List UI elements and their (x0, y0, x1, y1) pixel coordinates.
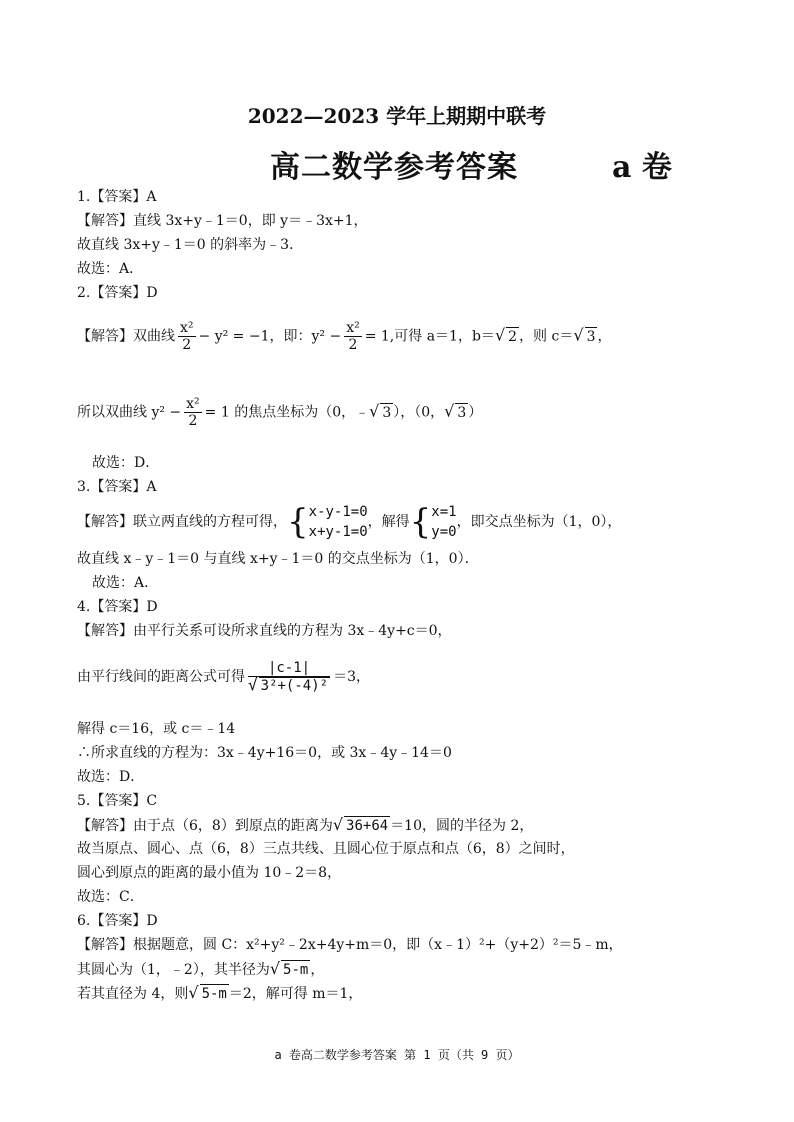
q2-focus-mid2: ），（0， (393, 404, 445, 421)
q2-sol-prefix: 【解答】双曲线 (77, 328, 175, 345)
q2-focus-rad-2: 3 (457, 404, 467, 421)
q4-choose: 故选：D． (77, 769, 145, 785)
q4-frac-num: |c-1| (248, 660, 330, 677)
q2-focus-frac-num: x² (186, 396, 200, 412)
q2-focus-fraction (184, 396, 202, 429)
q6-sol-c-tail: ＝2，解可得 m＝1， (228, 986, 363, 1002)
q2-mid-3: ，则 c＝ (519, 328, 574, 345)
q5-solution-a (77, 816, 533, 835)
q3-sol-prefix: 【解答】联立两直线的方程可得， (77, 514, 287, 530)
q3-eq2: x+y-1=0 (308, 524, 368, 540)
q2-choose: 故选：D． (92, 455, 160, 471)
sqrt-icon: √ (369, 401, 380, 421)
title-line1: 2022—2023 学年上期期中联考 (247, 104, 547, 128)
q1-solution-a: 【解答】直线 3x+y﹣1＝0，即 y＝﹣3x+1， (77, 213, 368, 229)
q2-rad-2: 2 (508, 328, 518, 345)
q2-solution (77, 320, 611, 353)
q6-sol-b-tail: ， (310, 962, 325, 978)
sqrt-icon: √ (573, 325, 584, 345)
q3-choose: 故选：A． (92, 575, 159, 591)
q4-solution-d: ∴所求直线的方程为：3x﹣4y+16＝0，或 3x﹣4y﹣14＝0 (77, 745, 452, 761)
q4-solution-c: 解得 c＝16，或 c＝﹣14 (77, 721, 236, 737)
q1-choose: 故选：A． (77, 261, 144, 277)
q5-solution-b: 故当原点、圆心、点（6，8）三点共线、且圆心位于原点和点（6，8）之间时， (77, 841, 575, 857)
q2-answer: 2.【答案】D (77, 285, 158, 301)
q3-solution-b: 故直线 x﹣y﹣1＝0 与直线 x+y﹣1＝0 的交点坐标为（1，0）． (77, 551, 479, 567)
q2-rad-3: 3 (586, 328, 596, 345)
q5-answer: 5.【答案】C (77, 793, 158, 809)
q5-solution-c: 圆心到原点的距离的最小值为 10﹣2＝8， (77, 865, 342, 881)
q1-answer: 1.【答案】A (77, 189, 157, 205)
sqrt-icon: √ (332, 815, 344, 834)
q4-frac-den (248, 677, 330, 694)
q3-res1: x=1 (431, 504, 457, 520)
q3-solution (77, 502, 621, 542)
q5-sol-tail: ＝10，圆的半径为 2， (390, 818, 534, 834)
q2-mid-1: − y² = −1，即：y² − (198, 328, 342, 345)
q3-system (309, 502, 368, 542)
q2-fraction (178, 320, 196, 353)
q2-focus-prefix: 所以双曲线 y² − (77, 404, 182, 421)
sqrt-icon: √ (248, 675, 258, 694)
left-brace-icon: { (409, 502, 432, 542)
q6-rad-2: 5-m (201, 986, 227, 1002)
q4-distance (77, 660, 370, 694)
q3-mid: ，解得 (367, 514, 410, 530)
q6-rad: 5-m (283, 962, 309, 978)
sqrt-icon: √ (444, 401, 455, 421)
title-line2: 高二数学参考答案 (270, 150, 518, 185)
sqrt-icon: √ (494, 325, 506, 345)
q2-focus (77, 396, 482, 429)
q3-tail: ，即交点坐标为（1，0）， (456, 514, 622, 530)
q4-solution-a: 【解答】由平行关系可设所求直线的方程为 3x﹣4y+c＝0， (77, 623, 452, 639)
q5-choose: 故选：C． (77, 889, 144, 905)
q2-focus-tail: ） (468, 404, 483, 421)
q2-fraction-2 (344, 320, 362, 353)
q2-mid-2: = 1,可得 a＝1，b＝ (364, 328, 495, 345)
q1-solution-b: 故直线 3x+y﹣1＝0 的斜率为﹣3． (77, 237, 304, 253)
q4-fraction (248, 660, 330, 694)
q4-dist-prefix: 由平行线间的距离公式可得 (77, 669, 245, 685)
page-footer: a 卷高二数学参考答案 第 1 页（共 9 页） (274, 1048, 520, 1062)
q6-sol-b-prefix: 其圆心为（1，﹣2），其半径为 (77, 962, 270, 978)
q2-frac2-num: x² (346, 320, 360, 336)
q2-frac2-den: 2 (348, 337, 358, 353)
volume-label: a 卷 (612, 150, 672, 185)
left-brace-icon: { (287, 502, 309, 542)
q6-solution-c (77, 984, 362, 1003)
q3-res2: y=0 (431, 524, 457, 540)
q4-answer: 4.【答案】D (77, 599, 158, 615)
q6-solution-a: 【解答】根据题意，圆 C：x²+y²﹣2x+4y+m＝0，即（x﹣1）²+（y+2）²＝5﹣m， (77, 937, 623, 953)
sqrt-icon: √ (188, 983, 199, 1002)
q2-frac-num: x² (180, 320, 194, 336)
q6-answer: 6.【答案】D (77, 913, 158, 929)
q3-answer: 3.【答案】A (77, 479, 157, 495)
sqrt-icon: √ (269, 959, 281, 978)
q4-rad: 3²+(-4)² (260, 678, 329, 694)
q6-sol-c-prefix: 若其直径为 4，则 (77, 986, 189, 1002)
q2-tail: ， (597, 328, 612, 345)
q2-frac-den: 2 (182, 337, 192, 353)
q4-dist-tail: ＝3， (333, 669, 370, 685)
q2-focus-frac-den: 2 (188, 413, 198, 429)
q5-sol-prefix: 【解答】由于点（6，8）到原点的距离为 (77, 818, 333, 834)
q3-eq1: x-y-1=0 (308, 504, 368, 520)
q6-solution-b (77, 960, 324, 979)
q3-result (431, 502, 456, 542)
q2-focus-rad-1: 3 (382, 404, 392, 421)
q5-rad: 36+64 (346, 818, 389, 834)
q2-focus-mid: = 1 的焦点坐标为（0，﹣ (204, 404, 370, 421)
